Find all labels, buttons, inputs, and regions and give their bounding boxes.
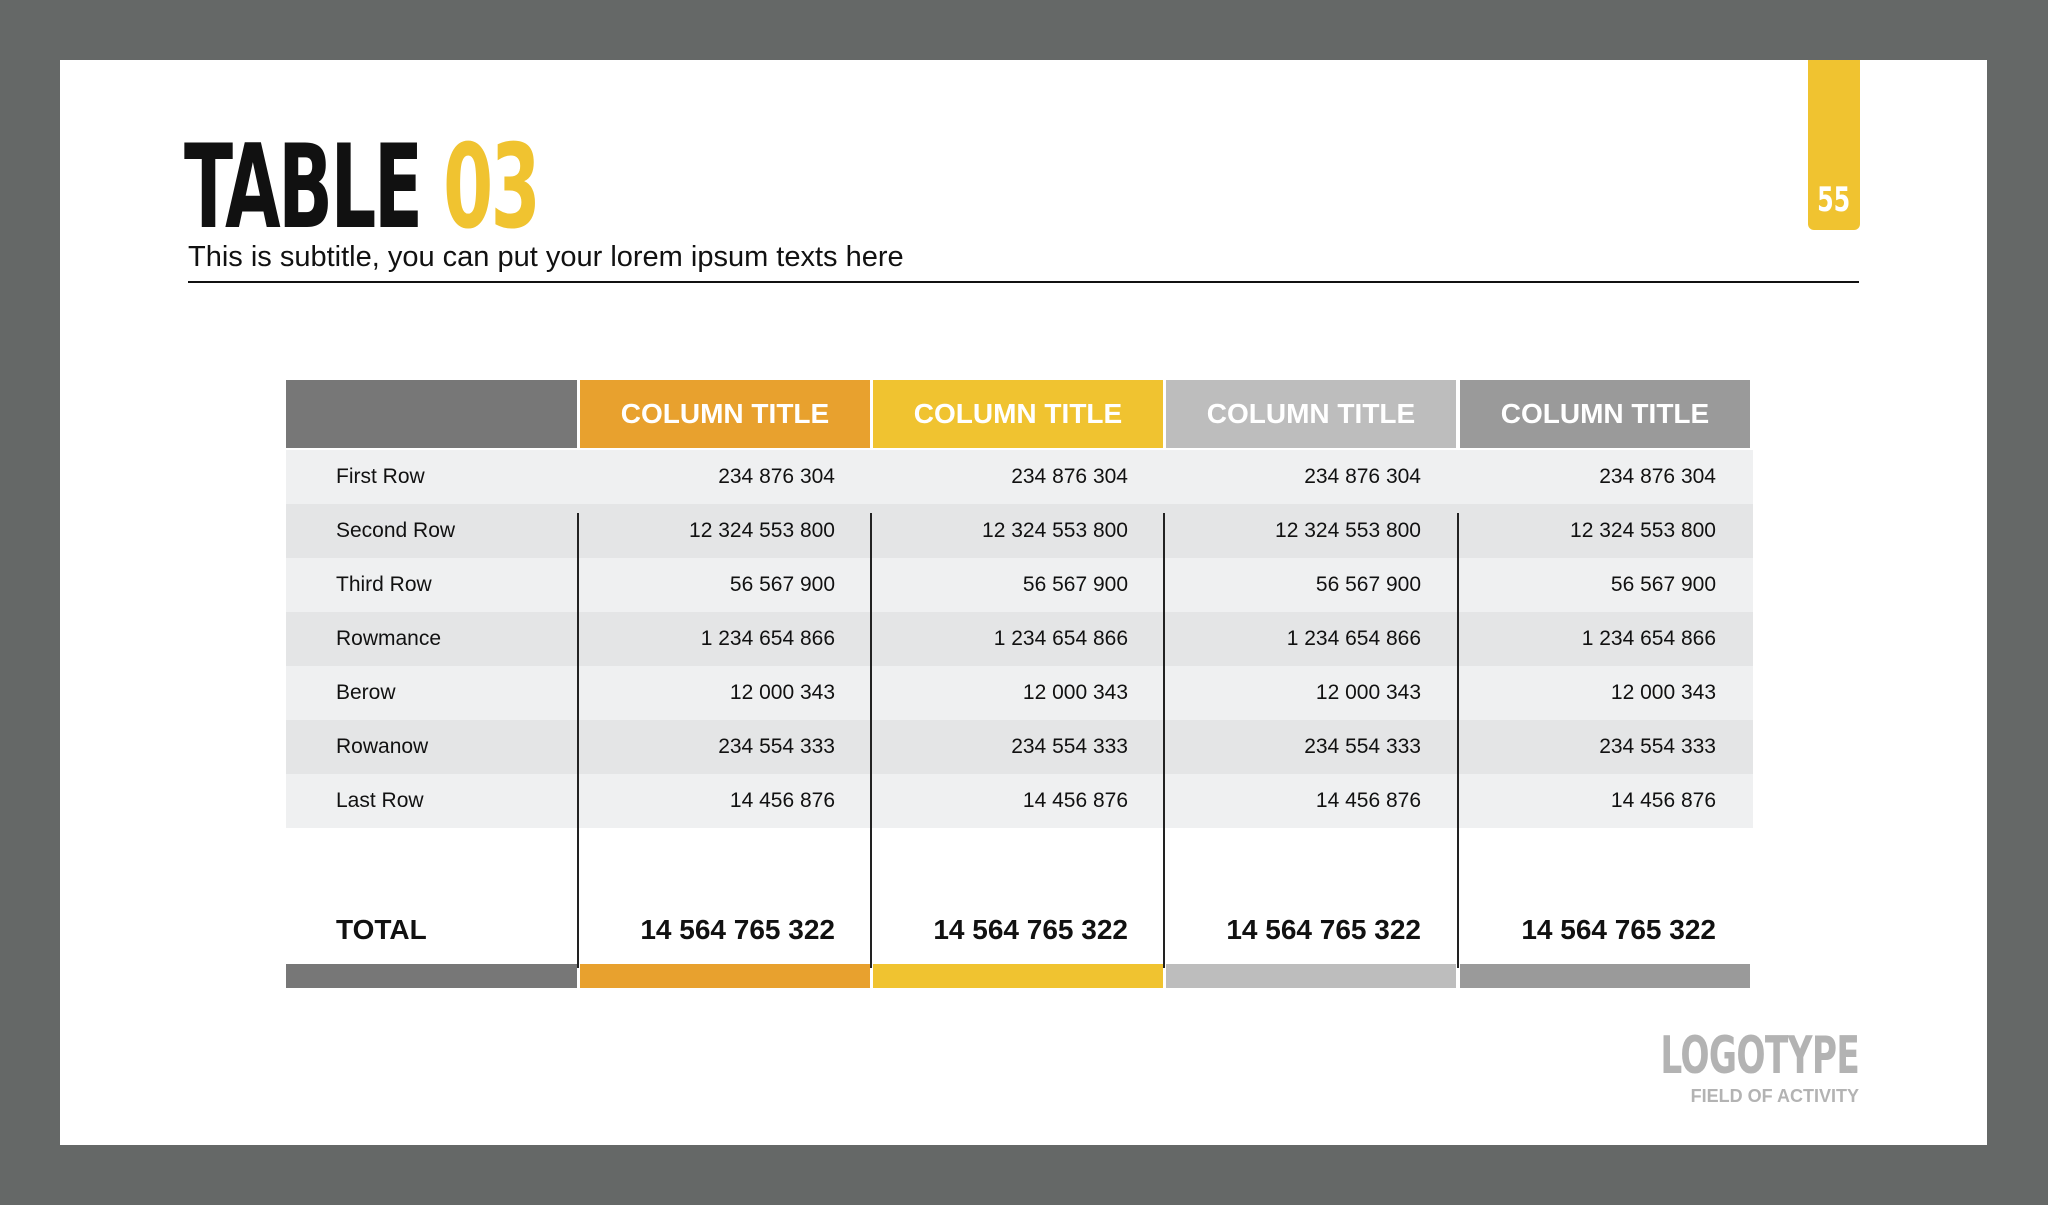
column-divider <box>1163 513 1165 968</box>
row-value: 1 234 654 866 <box>700 627 835 650</box>
title-word: TABLE <box>184 120 421 255</box>
row-value: 56 567 900 <box>729 573 835 596</box>
row-label: Rowanow <box>336 735 429 758</box>
header-cell-empty <box>286 380 577 448</box>
row-value: 12 000 343 <box>1022 681 1128 704</box>
column-header-3: COLUMN TITLE <box>1166 380 1456 448</box>
row-value: 234 876 304 <box>1304 465 1421 488</box>
row-value: 1 234 654 866 <box>1286 627 1421 650</box>
row-value: 12 000 343 <box>1315 681 1421 704</box>
slide <box>60 60 1987 1145</box>
logo <box>1558 1026 1859 1107</box>
row-label: Second Row <box>336 519 456 542</box>
total-value: 14 564 765 322 <box>1521 914 1716 945</box>
row-value: 234 876 304 <box>1011 465 1128 488</box>
column-divider <box>577 513 579 968</box>
row-value: 56 567 900 <box>1022 573 1128 596</box>
table-row <box>286 774 1753 828</box>
row-value: 56 567 900 <box>1610 573 1716 596</box>
row-value: 234 554 333 <box>1304 735 1421 758</box>
row-value: 12 000 343 <box>729 681 835 704</box>
row-value: 1 234 654 866 <box>1581 627 1716 650</box>
page-number-tab <box>1808 60 1860 230</box>
footer-bar-label <box>286 964 577 988</box>
row-label: Last Row <box>336 789 424 812</box>
row-value: 1 234 654 866 <box>993 627 1128 650</box>
title-number: 03 <box>443 120 539 255</box>
column-divider <box>870 513 872 968</box>
column-header-2: COLUMN TITLE <box>873 380 1163 448</box>
row-value: 12 324 553 800 <box>689 519 835 542</box>
row-value: 14 456 876 <box>1022 789 1128 812</box>
row-value: 234 554 333 <box>1599 735 1716 758</box>
row-label: Third Row <box>336 573 432 596</box>
page-number: 55 <box>1817 180 1851 220</box>
row-value: 14 456 876 <box>1315 789 1421 812</box>
row-value: 12 324 553 800 <box>982 519 1128 542</box>
row-value: 234 876 304 <box>718 465 835 488</box>
page-title <box>184 120 539 255</box>
table-row <box>286 666 1753 720</box>
row-value: 14 456 876 <box>729 789 835 812</box>
row-label: First Row <box>336 465 425 488</box>
data-table <box>286 380 1753 988</box>
total-row <box>286 890 1753 970</box>
title-divider <box>188 281 1859 283</box>
row-value: 12 324 553 800 <box>1570 519 1716 542</box>
row-value: 234 876 304 <box>1599 465 1716 488</box>
page-subtitle: This is subtitle, you can put your lorem ipsum texts here <box>188 241 904 273</box>
footer-bar-1 <box>580 964 870 988</box>
total-value: 14 564 765 322 <box>1226 914 1421 945</box>
column-divider <box>1457 513 1459 968</box>
table-row <box>286 450 1753 504</box>
row-value: 234 554 333 <box>1011 735 1128 758</box>
row-value: 234 554 333 <box>718 735 835 758</box>
table-row <box>286 558 1753 612</box>
row-label: Berow <box>336 681 396 704</box>
column-header-4: COLUMN TITLE <box>1460 380 1750 448</box>
total-value: 14 564 765 322 <box>640 914 835 945</box>
total-label: TOTAL <box>336 914 427 945</box>
logotype-text: LOGOTYPE <box>1660 1026 1859 1086</box>
column-header-1: COLUMN TITLE <box>580 380 870 448</box>
footer-bar-2 <box>873 964 1163 988</box>
table-row <box>286 720 1753 774</box>
row-value: 12 324 553 800 <box>1275 519 1421 542</box>
footer-bar-3 <box>1166 964 1456 988</box>
row-value: 12 000 343 <box>1610 681 1716 704</box>
total-value: 14 564 765 322 <box>933 914 1128 945</box>
table-row <box>286 504 1753 558</box>
logo-tagline: FIELD OF ACTIVITY <box>1690 1086 1859 1106</box>
row-label: Rowmance <box>336 627 442 650</box>
row-value: 14 456 876 <box>1610 789 1716 812</box>
row-value: 56 567 900 <box>1315 573 1421 596</box>
footer-bar-4 <box>1460 964 1750 988</box>
table-row <box>286 612 1753 666</box>
